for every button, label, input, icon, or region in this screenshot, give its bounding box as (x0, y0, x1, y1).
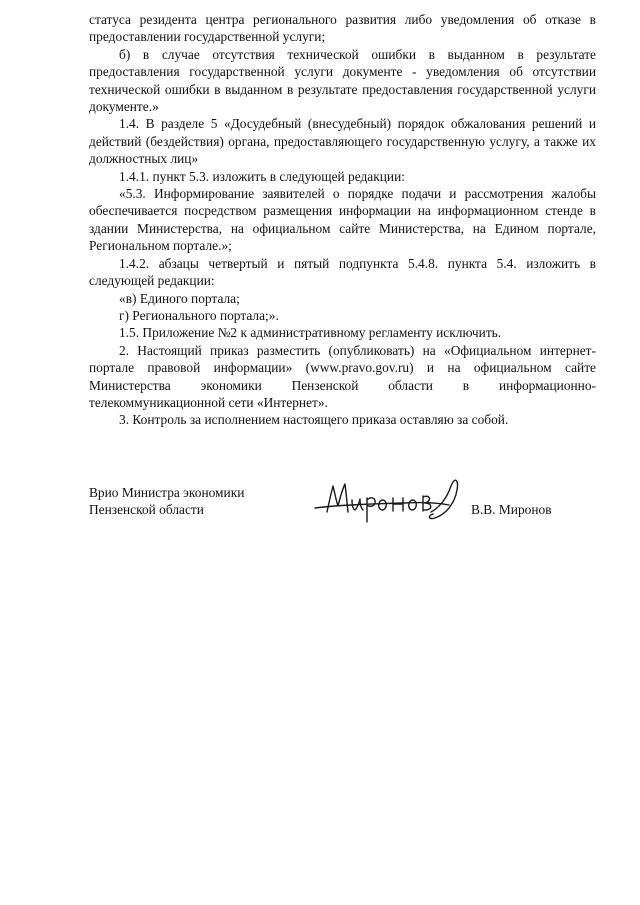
signature-block (89, 484, 596, 544)
signatory-name: В.В. Миронов (471, 502, 552, 517)
paragraph-g: г) Регионального портала;». (119, 307, 279, 323)
document-body (89, 11, 596, 429)
paragraph-1-4: 1.4. В разделе 5 «Досудебный (внесудебный) порядок обжалования решений и действий (бездействия) органа, предоставляющего государственную услугу, а также их должностных лиц» (89, 116, 596, 167)
paragraph-3: 3. Контроль за исполнением настоящего приказа оставляю за собой. (119, 412, 509, 428)
paragraph-5-3: «5.3. Информирование заявителей о порядке подачи и рассмотрения жалобы обеспечивается посредством размещения информации на информационном стенде в здании Министерства, на официальном сайте Министерства, на Едином портале, Региональном портале.»; (89, 186, 596, 254)
signatory-position-line-2: Пензенской области (89, 502, 204, 518)
paragraph-2: 2. Настоящий приказ разместить (опубликовать) на «Официальном интернет-портале правовой информации» (www.pravo.gov.ru) и на официальном сайте Министерства экономики Пензенской области в информационно-телекоммуникационной сети «Интернет». (89, 342, 596, 410)
handwritten-signature (309, 472, 469, 532)
paragraph-v: «в) Единого портала; (119, 290, 240, 306)
signatory-position-line-1: Врио Министра экономики (89, 485, 245, 500)
paragraph-1-4-2: 1.4.2. абзацы четвертый и пятый подпункта 5.4.8. пункта 5.4. изложить в следующей редакции: (89, 255, 596, 289)
paragraph-1-4-1: 1.4.1. пункт 5.3. изложить в следующей редакции: (119, 168, 405, 184)
paragraph-1-5: 1.5. Приложение №2 к административному регламенту исключить. (119, 325, 502, 341)
paragraph-continuation: статуса резидента центра регионального развития либо уведомления об отказе в предоставлении государственной услуги; (89, 12, 596, 45)
signatory-position (89, 484, 244, 519)
paragraph-b: б) в случае отсутствия технической ошибки в выданном в результате предоставления государственной услуги документе - уведомления об отсутствии технической ошибки в выданном в результате предоставления государственной услуги документе.» (89, 46, 596, 115)
